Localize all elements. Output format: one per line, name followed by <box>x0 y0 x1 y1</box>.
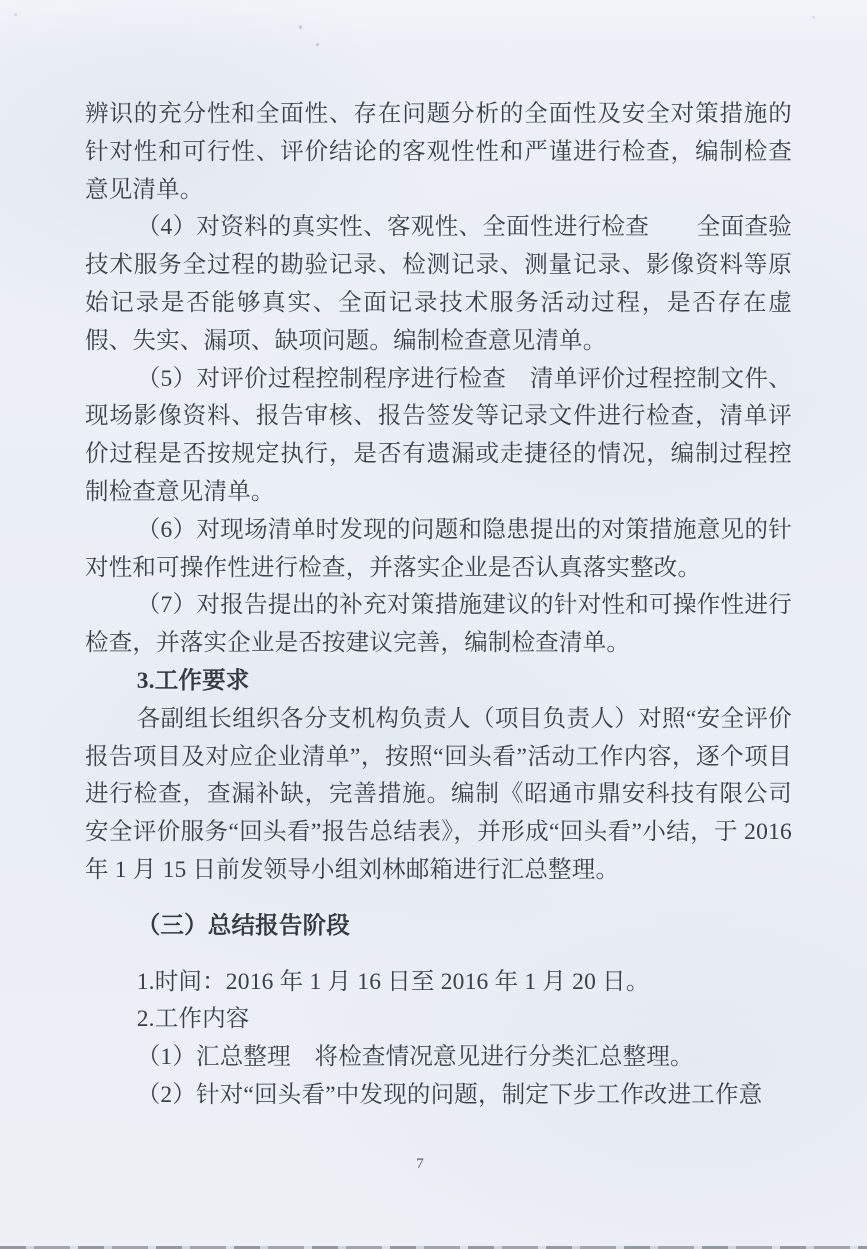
document-body <box>85 96 792 1115</box>
paragraph: （4）对资料的真实性、客观性、全面性进行检查 全面查验技术服务全过程的勘验记录、检测记录、测量记录、影像资料等原始记录是否能够真实、全面记录技术服务活动过程，是否存在虚假、失实、漏项、缺项问题。编制检查意见清单。 <box>85 214 792 354</box>
paragraph: （2）针对“回头看”中发现的问题，制定下步工作改进工作意 <box>136 1081 763 1108</box>
paragraph: 辨识的充分性和全面性、存在问题分析的全面性及安全对策措施的针对性和可行性、评价结论的客观性性和严谨进行检查，编制检查意见清单。 <box>85 101 792 203</box>
scan-speck <box>299 25 302 29</box>
scan-speck <box>316 43 319 46</box>
page-footer <box>0 1156 840 1173</box>
paragraph: 2.工作内容 <box>136 1006 250 1033</box>
paragraph: 各副组长组织各分支机构负责人（项目负责人）对照“安全评价报告项目及对应企业清单”，按照“回头看”活动工作内容，逐个项目进行检查，查漏补缺，完善措施。编制《昭通市鼎安科技有限公司安全评价服务“回头看”报告总结表》，并形成“回头看”小结，于 2016 年 1 月 15 日前发领导小组刘林邮箱进行汇总整理。 <box>85 705 792 883</box>
paragraph: （5）对评价过程控制程序进行检查 清单评价过程控制文件、现场影像资料、报告审核、报告签发等记录文件进行检查，清单评价过程是否按规定执行，是否有遗漏或走捷径的情况，编制过程控制检查意见清单。 <box>85 365 792 505</box>
paragraph: 1.时间：2016 年 1 月 16 日至 2016 年 1 月 20 日。 <box>136 968 650 995</box>
section-heading: （三）总结报告阶段 <box>136 912 350 939</box>
section-heading: 3.工作要求 <box>136 667 250 694</box>
page-number: 7 <box>416 1156 424 1172</box>
scan-speck <box>812 16 815 19</box>
paragraph: （1）汇总整理 将检查情况意见进行分类汇总整理。 <box>136 1044 694 1071</box>
paragraph: （6）对现场清单时发现的问题和隐患提出的对策措施意见的针对性和可操作性进行检查，并落实企业是否认真落实整改。 <box>85 516 792 581</box>
paragraph: （7）对报告提出的补充对策措施建议的针对性和可操作性进行检查，并落实企业是否按建议完善，编制检查清单。 <box>85 592 792 657</box>
scan-speck <box>14 13 17 16</box>
